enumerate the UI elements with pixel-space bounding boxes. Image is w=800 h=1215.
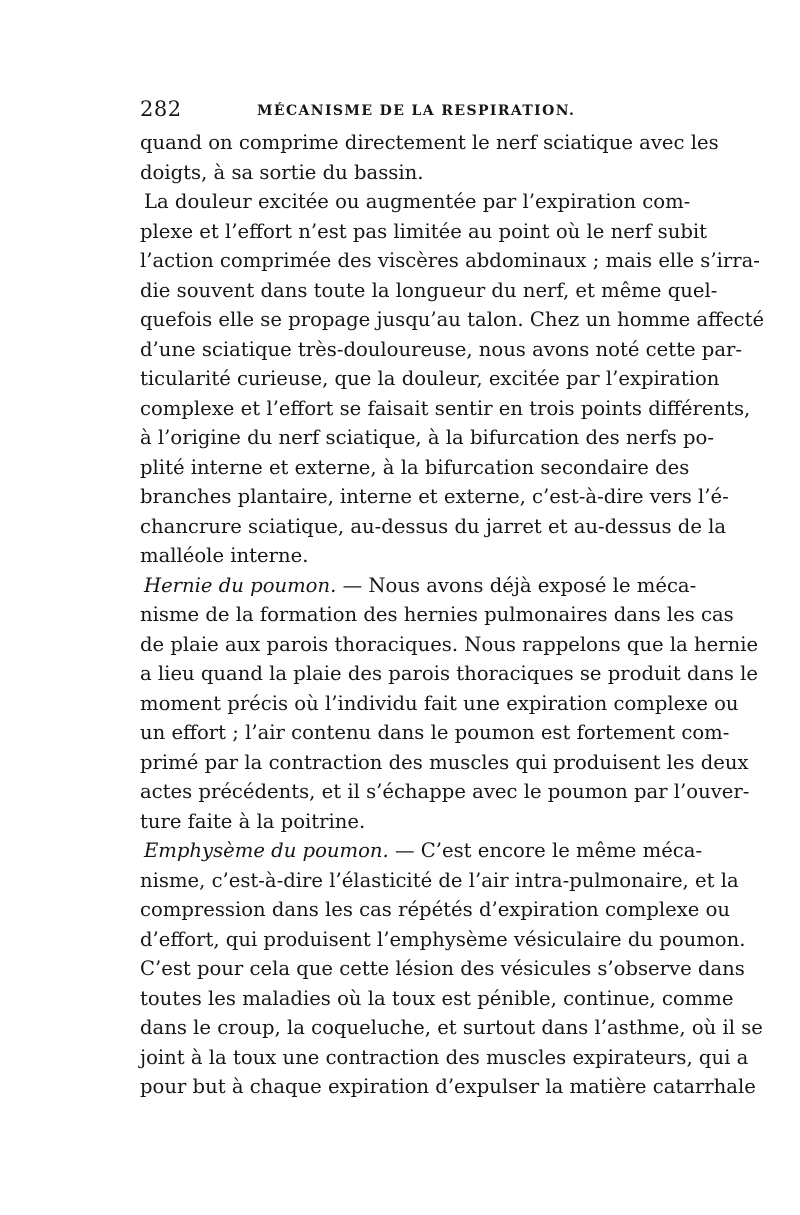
text-line: die souvent dans toute la longueur du nerf, et même quel- <box>140 278 718 302</box>
text-line: pour but à chaque expiration d’expulser la matière catarrhale <box>140 1075 756 1098</box>
paragraph-2 <box>140 187 765 571</box>
paragraph-3 <box>140 571 759 837</box>
text-line: dans le croup, la coqueluche, et surtout dans l’asthme, où il se <box>140 1016 763 1039</box>
text-line: nisme de la formation des hernies pulmonaires dans les cas <box>140 603 734 626</box>
text-line: C’est pour cela que cette lésion des vésicules s’observe dans <box>140 957 745 980</box>
text-line: un effort ; l’air contenu dans le poumon est fortement com- <box>140 721 730 744</box>
text-line: chancrure sciatique, au-dessus du jarret et au-dessus de la <box>140 514 727 538</box>
text-line <box>140 836 703 866</box>
text-line: d’une sciatique très-douloureuse, nous avons noté cette par- <box>140 337 743 361</box>
text-line: plité interne et externe, à la bifurcation secondaire des <box>140 455 690 479</box>
text-line: plexe et l’effort n’est pas limitée au point où le nerf subit <box>140 219 708 243</box>
paragraph-1 <box>140 128 719 187</box>
text-line: quand on comprime directement le nerf sciatique avec les <box>140 131 719 154</box>
text-line: toutes les maladies où la toux est pénible, continue, comme <box>140 986 734 1010</box>
body-text <box>140 128 765 1102</box>
section-lead-emphyseme: Emphysème du poumon. <box>144 839 389 862</box>
text-line: joint à la toux une contraction des muscles expirateurs, qui a <box>140 1045 749 1069</box>
text-line: La douleur excitée ou augmentée par l’expiration com- <box>144 190 691 213</box>
text-line: complexe et l’effort se faisait sentir en trois points différents, <box>140 396 751 420</box>
running-title: MÉCANISME DE LA RESPIRATION. <box>257 103 576 119</box>
text-line: de plaie aux parois thoraciques. Nous rappelons que la hernie <box>140 632 759 656</box>
page-number: 282 <box>140 97 182 121</box>
text-line: ticularité curieuse, que la douleur, excitée par l’expiration <box>140 367 720 390</box>
text-run: — C’est encore le même méca- <box>388 839 703 862</box>
text-line: actes précédents, et il s’échappe avec le poumon par l’ouver- <box>140 780 750 803</box>
text-line: ture faite à la poitrine. <box>140 809 366 833</box>
paragraph-4 <box>140 836 763 1102</box>
text-line: quefois elle se propage jusqu’au talon. Chez un homme affecté <box>140 308 765 331</box>
text-line: malléole interne. <box>140 544 309 567</box>
text-line: primé par la contraction des muscles qui produisent les deux <box>140 750 749 774</box>
text-line: d’effort, qui produisent l’emphysème vésiculaire du poumon. <box>140 927 746 951</box>
text-line: compression dans les cas répétés d’expiration complexe ou <box>140 898 731 921</box>
text-line: a lieu quand la plaie des parois thoraciques se produit dans le <box>140 662 758 685</box>
text-line: moment précis où l’individu fait une expiration complexe ou <box>140 691 739 715</box>
running-head <box>140 94 660 124</box>
text-line <box>140 571 697 601</box>
section-lead-hernie: Hernie du poumon. <box>144 573 337 597</box>
text-line: l’action comprimée des viscères abdominaux ; mais elle s’irra- <box>140 249 760 272</box>
text-line: à l’origine du nerf sciatique, à la bifurcation des nerfs po- <box>140 426 714 449</box>
text-run: — Nous avons déjà exposé le méca- <box>336 573 697 597</box>
text-line: branches plantaire, interne et externe, c’est-à-dire vers l’é- <box>140 485 729 508</box>
text-line: nisme, c’est-à-dire l’élasticité de l’air intra-pulmonaire, et la <box>140 868 739 892</box>
text-line: doigts, à sa sortie du bassin. <box>140 160 424 184</box>
